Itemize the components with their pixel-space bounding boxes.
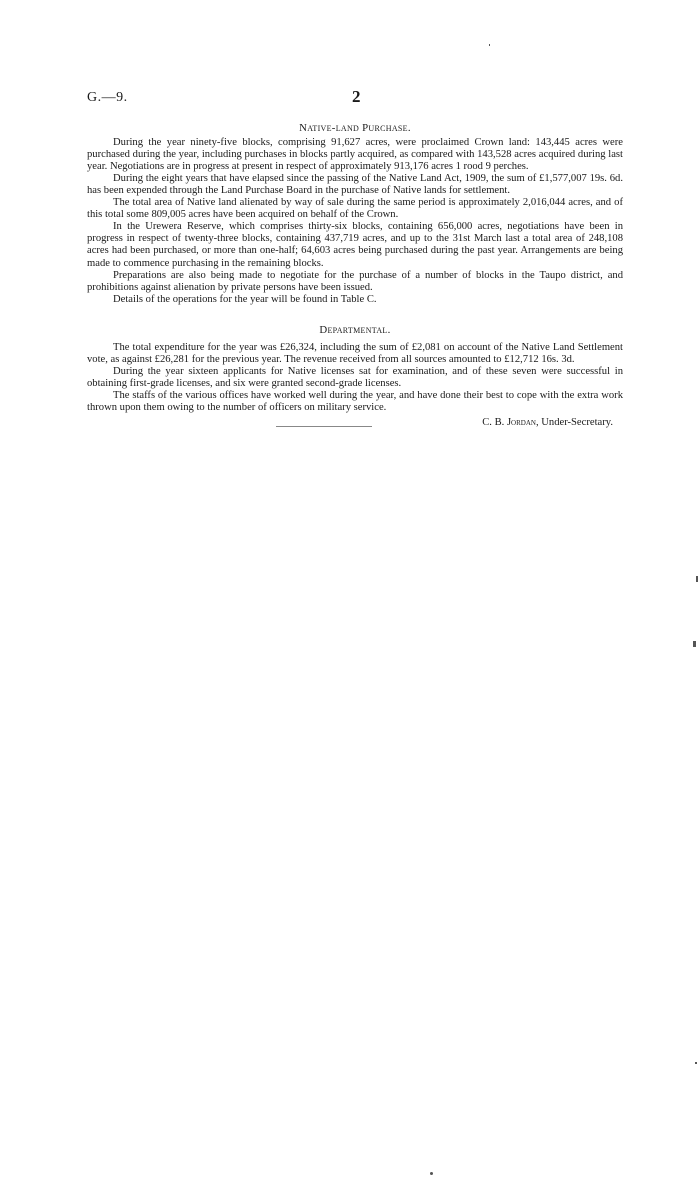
scan-speck	[695, 1062, 697, 1064]
scan-speck	[693, 641, 696, 647]
paragraph: During the year ninety-five blocks, comprising 91,627 acres, were proclaimed Crown land: 143,445 acres were purchased during the year, including purchases in blocks partly acquired, as compared with 143,528 acres acquired during last year. Negotiations are in progress at present in respect of approximately 913,176 acres 1 rood 9 perches.	[87, 137, 623, 173]
scan-speck	[696, 576, 698, 582]
document-body	[87, 122, 623, 429]
signature-initials: C. B.	[482, 417, 505, 429]
page-number: 2	[352, 87, 361, 106]
paragraph: During the year sixteen applicants for Native licenses sat for examination, and of these seven were successful in obtaining first-grade licenses, and six were granted second-grade licenses.	[87, 365, 623, 389]
signature-title: , Under-Secretary.	[535, 417, 613, 429]
paragraph: In the Urewera Reserve, which comprises thirty-six blocks, containing 656,000 acres, negotiations have been in progress in respect of twenty-three blocks, containing 437,719 acres, and up to the 31st March last a total area of 248,108 acres had been purchased, or more than one-half; 64,603 acres being purchased during the past year. Arrangements are being made to commence purchasing in the remaining blocks.	[87, 221, 623, 269]
paragraph: The staffs of the various offices have worked well during the year, and have done their best to cope with the extra work thrown upon them owing to the number of officers on military service.	[87, 389, 623, 413]
signature-surname: Jordan	[506, 417, 536, 429]
paragraph: Details of the operations for the year will be found in Table C.	[113, 293, 377, 305]
paragraph: The total expenditure for the year was £26,324, including the sum of £2,081 on account of the Native Land Settlement vote, as against £26,281 for the previous year. The revenue received from all sources amounted to £12,712 16s. 3d.	[87, 341, 623, 365]
closing-rule	[276, 426, 372, 427]
scan-speck	[489, 44, 490, 46]
section-heading-native-land-purchase: Native-land Purchase.	[299, 122, 411, 134]
paragraph: Preparations are also being made to negotiate for the purchase of a number of blocks in the Taupo district, and prohibitions against alienation by private persons have been issued.	[87, 269, 623, 293]
paragraph: The total area of Native land alienated by way of sale during the same period is approximately 2,016,044 acres, and of this total some 809,005 acres have been acquired on behalf of the Crown.	[87, 197, 623, 221]
signature-block	[87, 417, 623, 429]
section-heading-departmental: Departmental.	[319, 323, 391, 336]
page-header	[87, 87, 623, 110]
page-reference: G.—9.	[87, 90, 128, 105]
scan-speck	[430, 1172, 433, 1175]
paragraph: During the eight years that have elapsed since the passing of the Native Land Act, 1909, the sum of £1,577,007 19s. 6d. has been expended through the Land Purchase Board in the purchase of Native lands for settlement.	[87, 173, 623, 197]
